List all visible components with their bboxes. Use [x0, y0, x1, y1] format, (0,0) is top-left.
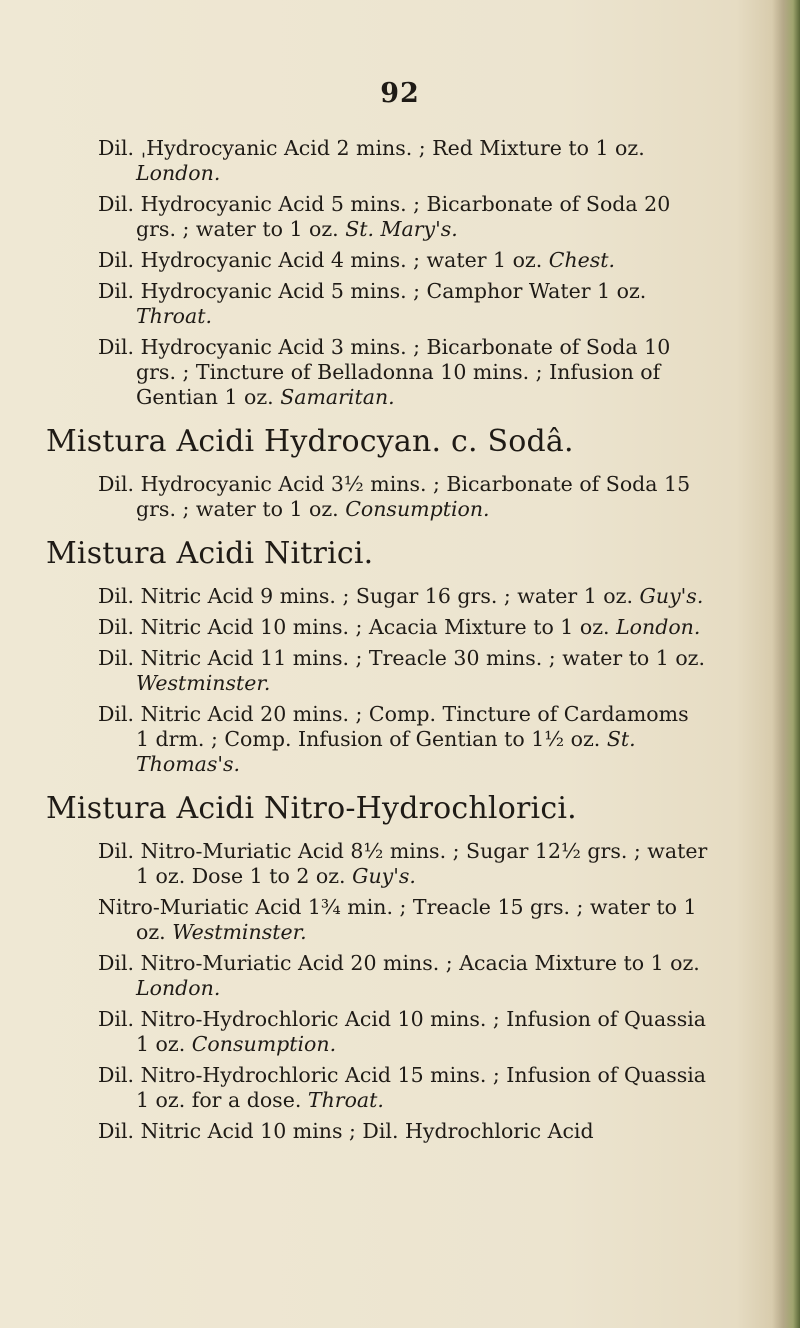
entry-source: Westminster. — [172, 920, 307, 944]
prescription-entry — [98, 646, 708, 696]
entry-source: Westminster. — [136, 671, 271, 695]
entry-source: Guy's. — [352, 864, 416, 888]
entry-text: Dil. Hydrocyanic Acid 5 mins. ; Bicarbonate of Soda 20 grs. ; water to 1 oz. — [98, 192, 671, 241]
prescription-entry — [98, 1007, 708, 1057]
entry-text: Dil. Nitric Acid 10 mins. ; Acacia Mixture to 1 oz. — [98, 615, 610, 639]
entry-text: Dil. Nitric Acid 9 mins. ; Sugar 16 grs. ; water 1 oz. — [98, 584, 633, 608]
prescription-entry — [98, 472, 708, 522]
entry-text: Dil. Hydrocyanic Acid 3 mins. ; Bicarbonate of Soda 10 grs. ; Tincture of Belladonna 10 mins. ; Infusion of Gentian 1 oz. — [98, 335, 671, 409]
prescription-entry — [98, 1063, 708, 1113]
prescription-entry — [98, 1119, 708, 1144]
section-heading: Mistura Acidi Nitrici. — [46, 536, 374, 571]
entry-text: Dil. Hydrocyanic Acid 4 mins. ; water 1 oz. — [98, 248, 543, 272]
entry-text: Dil. Nitric Acid 20 mins. ; Comp. Tincture of Cardamoms 1 drm. ; Comp. Infusion of Gentian to 1½ oz. — [98, 702, 689, 751]
entry-text: Dil. Nitro-Muriatic Acid 8½ mins. ; Sugar 12½ grs. ; water 1 oz. Dose 1 to 2 oz. — [98, 839, 708, 888]
entry-source: London. — [136, 976, 221, 1000]
entry-source: Chest. — [548, 248, 616, 272]
section-heading: Mistura Acidi Hydrocyan. c. Sodâ. — [46, 424, 574, 459]
formula-sections — [46, 424, 708, 1144]
page-edge-shadow — [772, 0, 800, 1328]
entry-text: Dil. Nitro-Hydrochloric Acid 10 mins. ; Infusion of Quassia 1 oz. — [98, 1007, 707, 1056]
prescription-entry — [98, 895, 708, 945]
intro-entries — [98, 136, 708, 410]
page-content — [46, 136, 708, 1156]
entry-source: Consumption. — [345, 497, 490, 521]
entry-source: Guy's. — [639, 584, 704, 608]
entry-text: Dil. ˌHydrocyanic Acid 2 mins. ; Red Mixture to 1 oz. — [98, 136, 645, 160]
entry-source: Throat. — [307, 1088, 384, 1112]
prescription-entry — [98, 248, 708, 273]
entry-text: Dil. Hydrocyanic Acid 5 mins. ; Camphor Water 1 oz. — [98, 279, 647, 303]
entry-text: Dil. Nitric Acid 10 mins ; Dil. Hydrochloric Acid — [98, 1119, 594, 1143]
prescription-entry — [98, 335, 708, 410]
entry-source: Consumption. — [191, 1032, 337, 1056]
entry-source: Samaritan. — [280, 385, 395, 409]
section-heading: Mistura Acidi Nitro-Hydrochlorici. — [46, 791, 577, 826]
formula-section — [46, 536, 708, 777]
formula-section — [46, 424, 708, 522]
formula-section — [46, 791, 708, 1144]
prescription-entry — [98, 584, 708, 609]
entry-source: London. — [136, 161, 221, 185]
entry-text: Dil. Nitro-Hydrochloric Acid 15 mins. ; Infusion of Quassia 1 oz. for a dose. — [98, 1063, 707, 1112]
prescription-entry — [98, 192, 708, 242]
prescription-entry — [98, 136, 708, 186]
entry-source: St. Thomas's. — [136, 727, 636, 776]
entry-source: London. — [616, 615, 701, 639]
prescription-entry — [98, 279, 708, 329]
page-number: 92 — [380, 78, 420, 109]
prescription-entry — [98, 615, 708, 640]
prescription-entry — [98, 951, 708, 1001]
entry-text: Dil. Nitric Acid 11 mins. ; Treacle 30 mins. ; water to 1 oz. — [98, 646, 705, 670]
entry-text: Dil. Nitro-Muriatic Acid 20 mins. ; Acacia Mixture to 1 oz. — [98, 951, 700, 975]
entry-text: Dil. Hydrocyanic Acid 3½ mins. ; Bicarbonate of Soda 15 grs. ; water to 1 oz. — [98, 472, 691, 521]
entry-source: St. Mary's. — [345, 217, 458, 241]
prescription-entry — [98, 839, 708, 889]
prescription-entry — [98, 702, 708, 777]
entry-text: Nitro-Muriatic Acid 1¾ min. ; Treacle 15 grs. ; water to 1 oz. — [98, 895, 697, 944]
entry-source: Throat. — [136, 304, 212, 328]
